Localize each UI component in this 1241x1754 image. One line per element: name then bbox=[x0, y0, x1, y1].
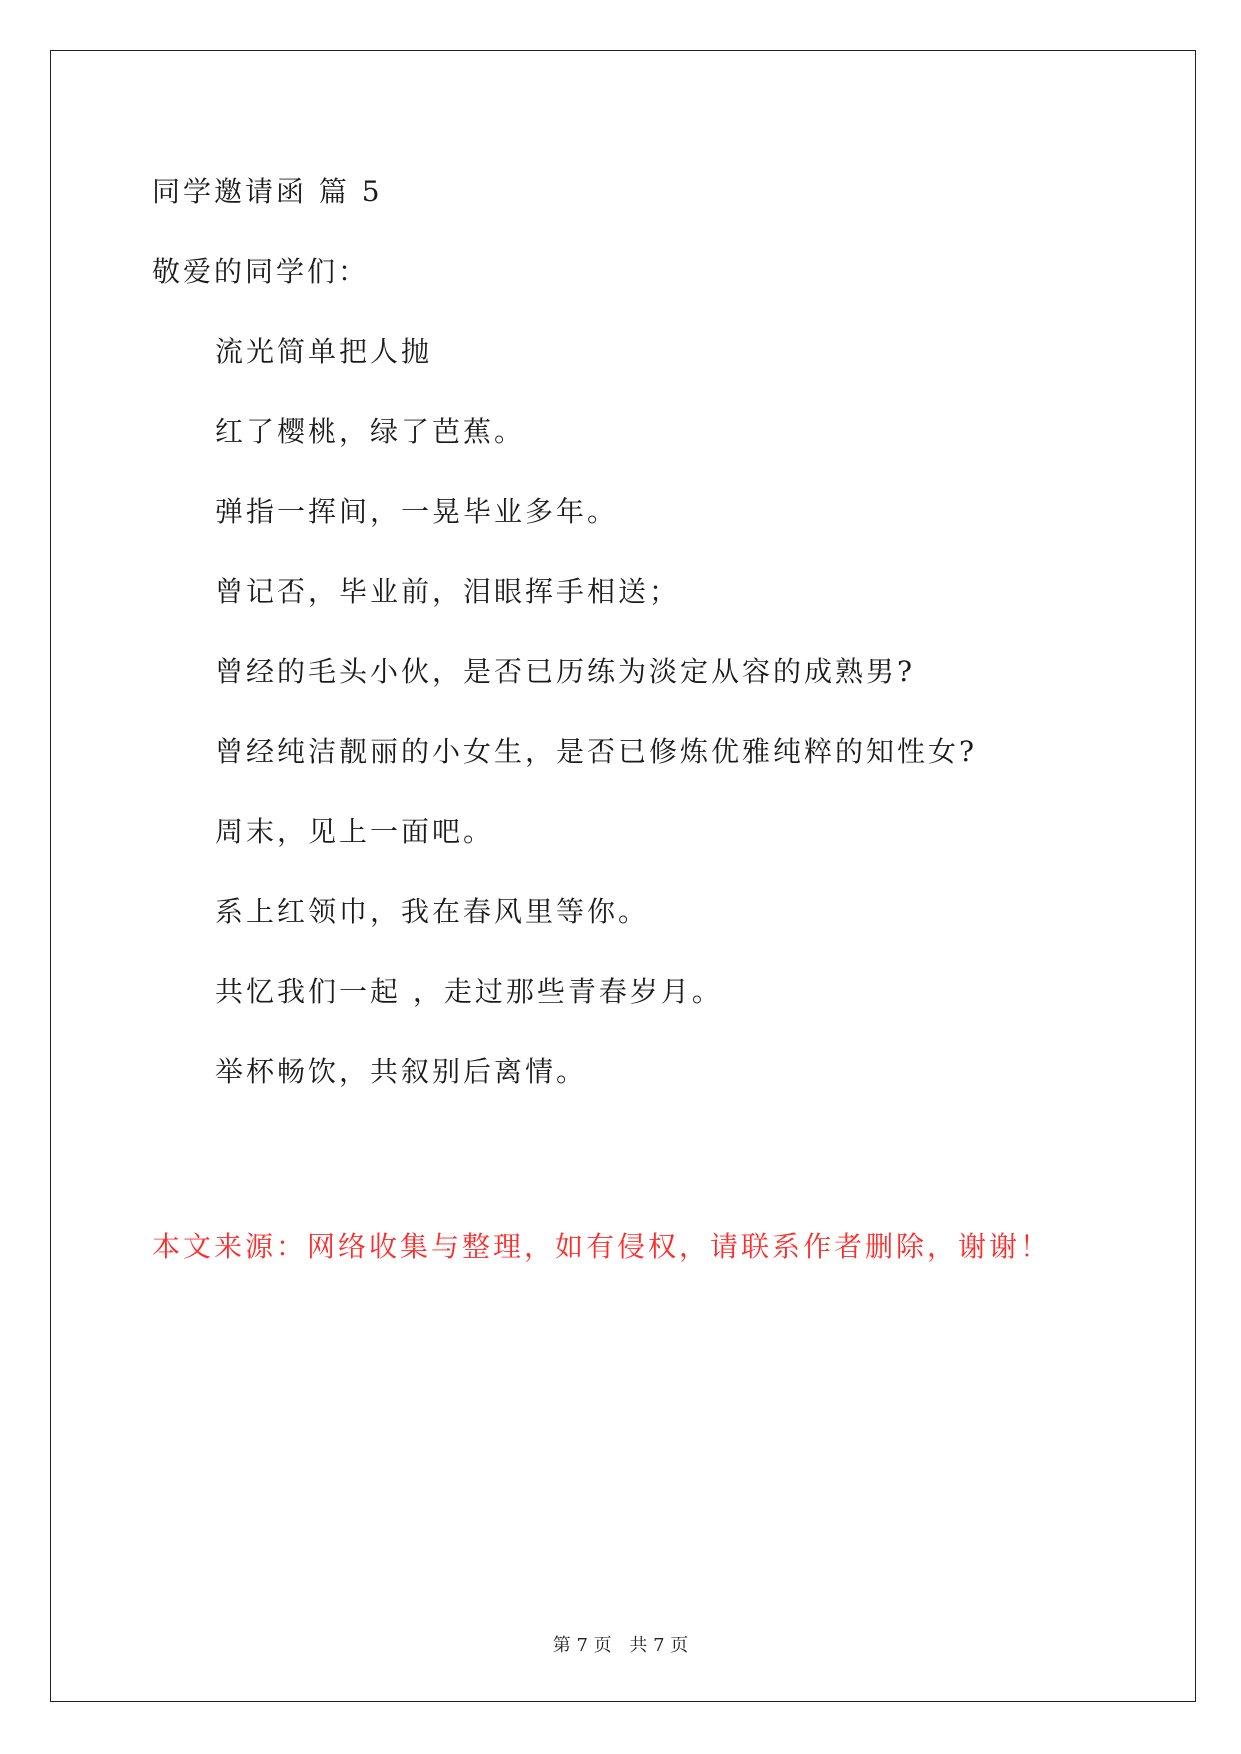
body-line: 共忆我们一起 ，走过那些青春岁月。 bbox=[215, 975, 723, 1008]
body-line: 弹指一挥间，一晃毕业多年。 bbox=[215, 495, 619, 528]
page-footer bbox=[0, 1634, 1241, 1658]
body-line: 红了樱桃，绿了芭蕉。 bbox=[215, 415, 526, 448]
body-line: 曾记否，毕业前，泪眼挥手相送； bbox=[215, 575, 681, 608]
body-line: 周末，见上一面吧。 bbox=[215, 815, 495, 848]
salutation: 敬爱的同学们： bbox=[152, 255, 370, 288]
body-line: 流光简单把人抛 bbox=[215, 335, 433, 368]
page-number-total: 共 7 页 bbox=[629, 1635, 689, 1656]
body-line: 曾经的毛头小伙，是否已历练为淡定从容的成熟男? bbox=[215, 655, 916, 688]
body-line: 举杯畅饮，共叙别后离情。 bbox=[215, 1055, 588, 1088]
page-number-current: 第 7 页 bbox=[552, 1635, 612, 1656]
source-note: 本文来源：网络收集与整理，如有侵权，请联系作者删除，谢谢！ bbox=[152, 1230, 1052, 1263]
body-line: 系上红领巾，我在春风里等你。 bbox=[215, 895, 650, 928]
page-border bbox=[50, 50, 1196, 1702]
body-line: 曾经纯洁靓丽的小女生，是否已修炼优雅纯粹的知性女? bbox=[215, 735, 978, 768]
document-heading: 同学邀请函 篇 5 bbox=[152, 175, 383, 208]
